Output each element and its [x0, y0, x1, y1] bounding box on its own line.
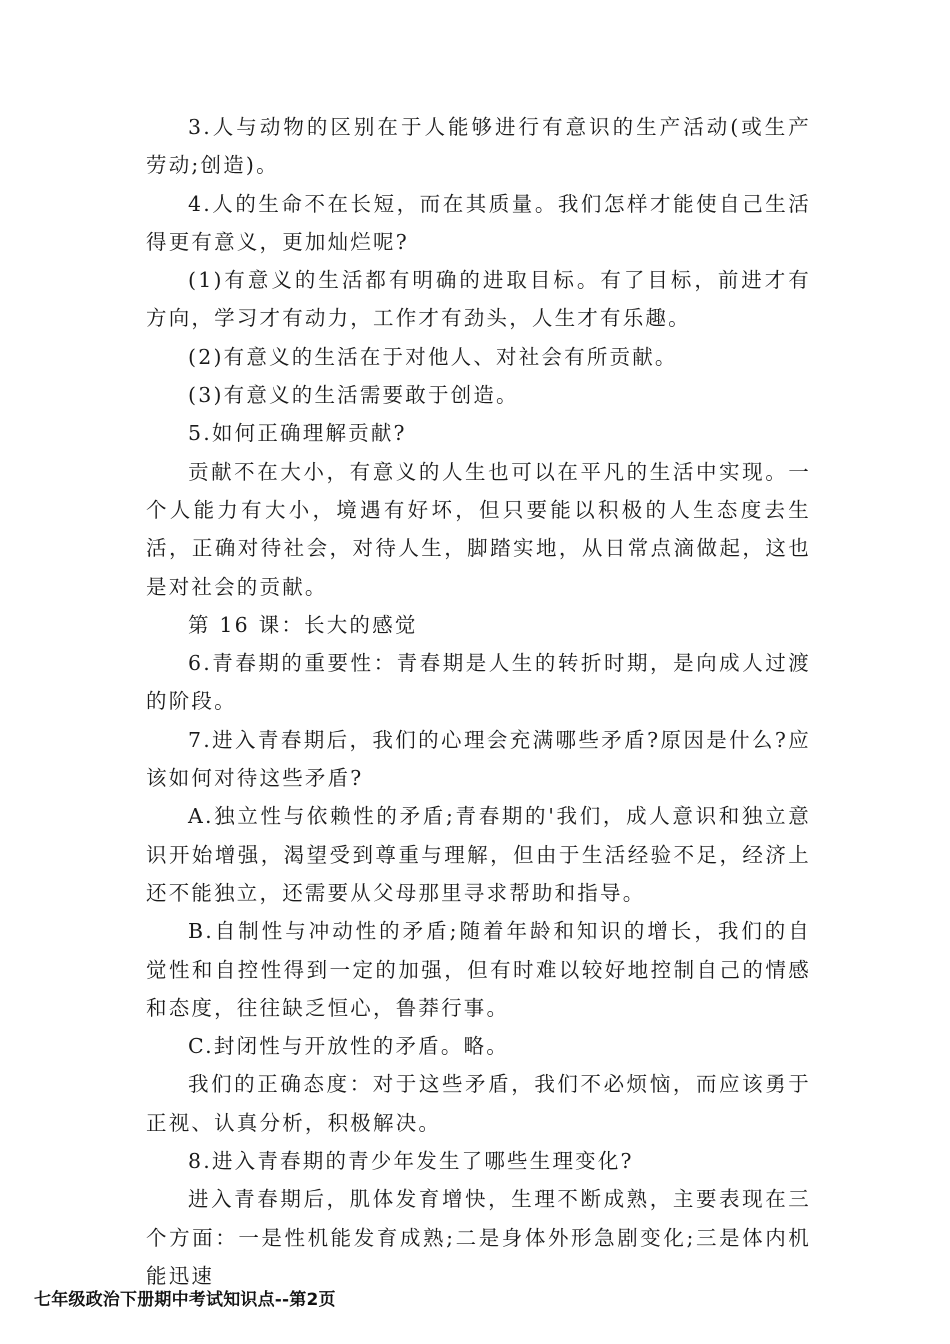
page-footer: 七年级政治下册期中考试知识点--第2页 [34, 1290, 336, 1310]
lesson-heading: 第 16 课：长大的感觉 [188, 612, 418, 637]
paragraph-conflict-c: C.封闭性与开放性的矛盾。略。 [188, 1034, 509, 1059]
paragraph-point-2-contribution: (2)有意义的生活在于对他人、对社会有所贡献。 [188, 344, 678, 369]
paragraph-contribution-answer: 贡献不在大小，有意义的人生也可以在平凡的生活中实现。一个人能力有大小，境遇有好坏，但只要能以积极的人生态度去生活，正确对待社会，对待人生，脚踏实地，从日常点滴做起，这也是对社会的贡献。 [146, 459, 811, 599]
paragraph-physiological-question: 8.进入青春期的青少年发生了哪些生理变化? [188, 1149, 634, 1174]
paragraph-contribution-question: 5.如何正确理解贡献? [188, 421, 407, 446]
paragraph-psychological-conflicts-question: 7.进入青春期后，我们的心理会充满哪些矛盾?原因是什么?应该如何对待这些矛盾? [146, 727, 811, 791]
paragraph-adolescence-importance: 6.青春期的重要性：青春期是人生的转折时期，是向成人过渡的阶段。 [146, 651, 811, 714]
paragraph-physiological-answer: 进入青春期后，肌体发育增快，生理不断成熟，主要表现在三个方面：一是性机能发育成熟;二是身体外形急剧变化;三是体内机能迅速 [146, 1187, 811, 1288]
document-body [146, 108, 811, 1295]
paragraph-point-3-creation: (3)有意义的生活需要敢于创造。 [188, 383, 519, 408]
paragraph-correct-attitude: 我们的正确态度：对于这些矛盾，我们不必烦恼，而应该勇于正视、认真分析，积极解决。 [146, 1072, 811, 1135]
paragraph-point-1-goals: (1)有意义的生活都有明确的进取目标。有了目标，前进才有方向，学习才有动力，工作才有劲头，人生才有乐趣。 [146, 268, 811, 331]
paragraph-human-animal-difference: 3.人与动物的区别在于人能够进行有意识的生产活动(或生产劳动;创造)。 [146, 115, 811, 178]
paragraph-life-quality-question: 4.人的生命不在长短，而在其质量。我们怎样才能使自己生活得更有意义，更加灿烂呢? [146, 191, 811, 254]
paragraph-conflict-b: B.自制性与冲动性的矛盾;随着年龄和知识的增长，我们的自觉性和自控性得到一定的加强，但有时难以较好地控制自己的情感和态度，往往缺乏恒心，鲁莽行事。 [146, 919, 811, 1020]
paragraph-conflict-a: A.独立性与依赖性的矛盾;青春期的'我们，成人意识和独立意识开始增强，渴望受到尊重与理解，但由于生活经验不足，经济上还不能独立，还需要从父母那里寻求帮助和指导。 [146, 804, 811, 905]
